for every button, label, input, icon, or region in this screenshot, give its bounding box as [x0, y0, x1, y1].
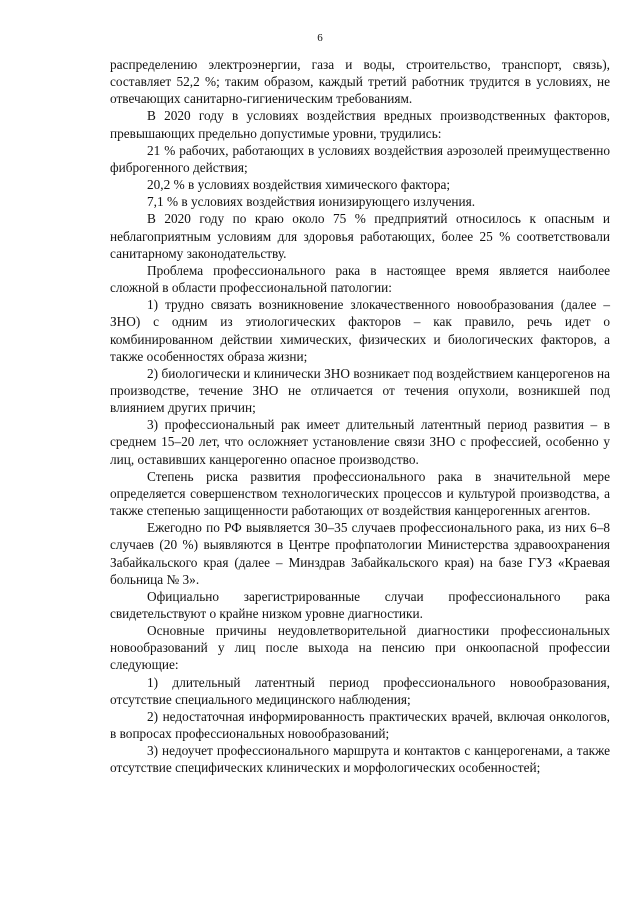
paragraph: Основные причины неудовлетворительной диагностики профессиональных новообразований у лиц после выхода на пенсию при онкоопасной профессии следующие: — [110, 623, 610, 673]
list-item: 1) длительный латентный период профессионального новообразования, отсутствие специального медицинского наблюдения; — [110, 674, 610, 707]
list-item: 2) недостаточная информированность практических врачей, включая онкологов, в вопросах профессиональных новообразований; — [110, 708, 610, 742]
paragraph: Степень риска развития профессионального рака в значительной мере определяется совершенством технологических процессов и культурой производства, а также степенью защищенности работающих от воздействия канцерогенных агентов. — [110, 468, 610, 519]
list-item: 3) профессиональный рак имеет длительный латентный период развития – в среднем 15–20 лет, что осложняет установление связи ЗНО с профессией, особенно у лиц, оставивших канцерогенно опасное производство. — [110, 417, 610, 467]
paragraph: Проблема профессионального рака в настоящее время является наиболее сложной в области профессиональной патологии: — [110, 262, 610, 296]
paragraph: Ежегодно по РФ выявляется 30–35 случаев профессионального рака, из них 6–8 случаев (20 %) выявляются в Центре профпатологии Министерства здравоохранения Забайкальского края (далее – Минздрав Забайкальского края) на базе ГУЗ «Краевая больница № 3». — [110, 520, 610, 587]
list-item: 1) трудно связать возникновение злокачественного новообразования (далее – ЗНО) с одним из этиологических факторов – как правило, речь идет о комбинированном действии химических, физических и биологических факторов, а также особенностях образа жизни; — [110, 297, 610, 364]
paragraph-continuation: распределению электроэнергии, газа и воды, строительство, транспорт, связь), составляет 52,2 %; таким образом, каждый третий работник трудится в условиях, не отвечающих санитарно-гигиеническим требованиям. — [110, 57, 610, 107]
document-body — [110, 56, 610, 777]
list-item: 7,1 % в условиях воздействия ионизирующего излучения. — [147, 194, 476, 210]
page-number: 6 — [317, 32, 323, 44]
list-item: 21 % рабочих, работающих в условиях воздействия аэрозолей преимущественно фиброгенного действия; — [110, 142, 610, 175]
paragraph: Официально зарегистрированные случаи профессионального рака свидетельствуют о крайне низком уровне диагностики. — [110, 588, 610, 621]
list-item: 20,2 % в условиях воздействия химического фактора; — [147, 177, 451, 193]
list-item: 3) недоучет профессионального маршрута и контактов с канцерогенами, а также отсутствие специфических клинических и морфологических особенностей; — [110, 743, 610, 776]
paragraph: В 2020 году в условиях воздействия вредных производственных факторов, превышающих предельно допустимые уровни, трудились: — [110, 108, 610, 141]
paragraph: В 2020 году по краю около 75 % предприятий относилось к опасным и неблагоприятным условиям для здоровья работающих, более 25 % соответствовали санитарному законодательству. — [110, 211, 610, 261]
list-item: 2) биологически и клинически ЗНО возникает под воздействием канцерогенов на производстве, течение ЗНО не отличается от течения опухоли, возникшей под влиянием других причин; — [110, 365, 610, 416]
